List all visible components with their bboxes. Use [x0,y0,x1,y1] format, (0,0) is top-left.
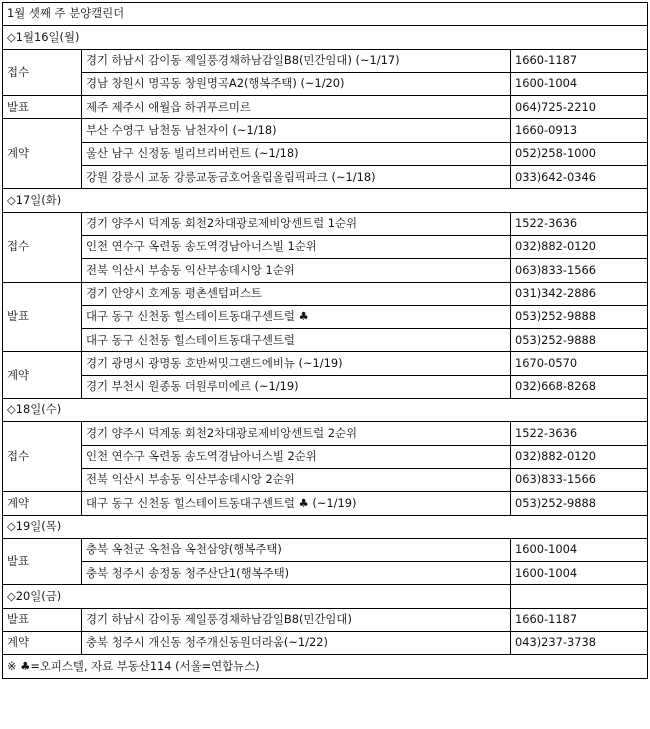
complex-description: 경기 양주시 덕계동 회천2차대광로제비앙센트럴 2순위 [82,422,511,445]
table-row [3,352,648,375]
complex-description: 전북 익산시 부송동 익산부송데시앙 1순위 [82,259,511,282]
phone-number: 1600-1004 [511,538,648,561]
phone-number: 053)252-9888 [511,492,648,515]
complex-description: 인천 연수구 옥련동 송도역경남아너스빌 1순위 [82,235,511,258]
phone-number: 053)252-9888 [511,329,648,352]
table-row [3,468,648,491]
phone-number: 053)252-9888 [511,305,648,328]
complex-description: 부산 수영구 남천동 남천자이 (~1/18) [82,119,511,142]
complex-description: 전북 익산시 부송동 익산부송데시앙 2순위 [82,468,511,491]
complex-description: 경기 하남시 감이동 제일풍경채하남감일B8(민간임대) (~1/17) [82,49,511,72]
table-row [3,142,648,165]
title-row [3,3,648,26]
complex-description: 경기 부천시 원종동 더원루미에르 (~1/19) [82,375,511,398]
complex-description: 강원 강릉시 교동 강릉교동금호어울림올림픽파크 (~1/18) [82,166,511,189]
phone-number: 1660-1187 [511,49,648,72]
footer-row [3,655,648,678]
phone-number: 1660-1187 [511,608,648,631]
phone-number: 1522-3636 [511,212,648,235]
date-header: ◇19일(목) [3,515,648,538]
phone-number: 033)642-0346 [511,166,648,189]
table-row [3,329,648,352]
complex-description: 경기 안양시 호계동 평촌센텀퍼스트 [82,282,511,305]
phone-number: 064)725-2210 [511,96,648,119]
phone-number: 1670-0570 [511,352,648,375]
complex-description: 경남 창원시 명곡동 창원명곡A2(행복주택) (~1/20) [82,72,511,95]
date-row [3,399,648,422]
category-label: 접수 [3,422,82,492]
complex-description: 충북 옥천군 옥천읍 옥천삼양(행복주택) [82,538,511,561]
phone-number: 1522-3636 [511,422,648,445]
date-header: ◇17일(화) [3,189,648,212]
calendar-body [3,3,648,679]
calendar-title: 1월 셋째 주 분양캘린더 [3,3,648,26]
category-label: 계약 [3,119,82,189]
table-row [3,119,648,142]
date-header: ◇1월16일(월) [3,26,648,49]
category-label: 발표 [3,538,82,585]
phone-number: 031)342-2886 [511,282,648,305]
footer-note: ※ ♣=오피스텔, 자료 부동산114 (서울=연합뉴스) [3,655,648,678]
phone-number: 043)237-3738 [511,632,648,655]
complex-description: 울산 남구 신정동 빌리브리버런트 (~1/18) [82,142,511,165]
complex-description: 대구 동구 신천동 힐스테이트동대구센트럴 ♣ [82,305,511,328]
category-label: 접수 [3,49,82,96]
phone-number: 052)258-1000 [511,142,648,165]
table-row [3,538,648,561]
subscription-calendar-table [2,2,648,679]
complex-description: 경기 양주시 덕계동 회천2차대광로제비앙센트럴 1순위 [82,212,511,235]
date-header: ◇20일(금) [3,585,511,608]
table-row [3,608,648,631]
complex-description: 경기 하남시 감이동 제일풍경채하남감일B8(민간임대) [82,608,511,631]
table-row [3,422,648,445]
table-row [3,375,648,398]
table-row [3,212,648,235]
table-row [3,282,648,305]
table-row [3,72,648,95]
complex-description: 인천 연수구 옥련동 송도역경남아너스빌 2순위 [82,445,511,468]
category-label: 발표 [3,608,82,631]
category-label: 계약 [3,352,82,399]
date-row [3,585,648,608]
date-row [3,189,648,212]
complex-description: 충북 청주시 송정동 청주산단1(행복주택) [82,562,511,585]
phone-number: 1600-1004 [511,72,648,95]
complex-description: 제주 제주시 애월읍 하귀푸르미르 [82,96,511,119]
phone-number: 032)882-0120 [511,445,648,468]
table-row [3,632,648,655]
phone-number: 032)882-0120 [511,235,648,258]
phone-number: 063)833-1566 [511,259,648,282]
date-row [3,26,648,49]
table-row [3,492,648,515]
phone-number: 063)833-1566 [511,468,648,491]
table-row [3,235,648,258]
date-row [3,515,648,538]
category-label: 접수 [3,212,82,282]
table-row [3,96,648,119]
category-label: 계약 [3,492,82,515]
category-label: 발표 [3,96,82,119]
complex-description: 대구 동구 신천동 힐스테이트동대구센트럴 ♣ (~1/19) [82,492,511,515]
category-label: 계약 [3,632,82,655]
table-row [3,49,648,72]
phone-number: 1600-1004 [511,562,648,585]
complex-description: 대구 동구 신천동 힐스테이트동대구센트럴 [82,329,511,352]
phone-number: 032)668-8268 [511,375,648,398]
table-row [3,445,648,468]
empty-cell [511,585,648,608]
table-row [3,166,648,189]
category-label: 발표 [3,282,82,352]
table-row [3,259,648,282]
complex-description: 경기 광명시 광명동 호반써밋그랜드에비뉴 (~1/19) [82,352,511,375]
phone-number: 1660-0913 [511,119,648,142]
complex-description: 충북 청주시 개신동 청주개신동원더라움(~1/22) [82,632,511,655]
table-row [3,305,648,328]
date-header: ◇18일(수) [3,399,648,422]
table-row [3,562,648,585]
